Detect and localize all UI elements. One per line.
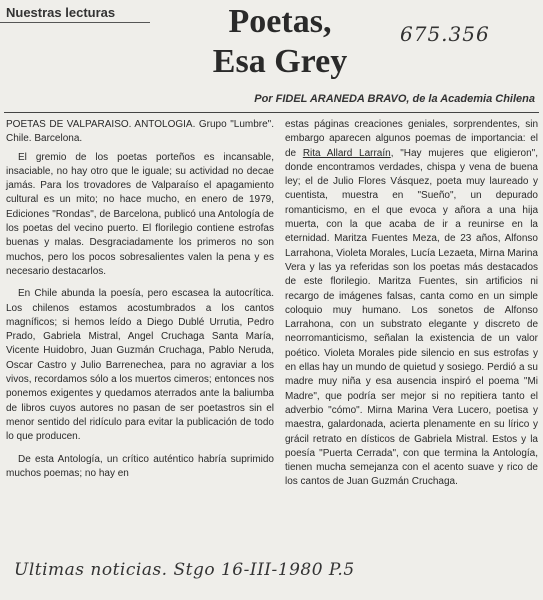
section-heading: Nuestras lecturas [6, 5, 116, 20]
title-line-2: Esa Grey [212, 43, 348, 80]
paragraph: De esta Antología, un crítico auténtico habría suprimido muchos poemas; no hay en [6, 453, 274, 479]
article-title [195, 2, 365, 82]
book-reference: POETAS DE VALPARAISO. ANTOLOGIA. Grupo "Lumbre". Chile. Barcelona. [6, 119, 274, 145]
left-column [6, 118, 274, 489]
paragraph: En Chile abunda la poesía, pero escasea la autocrítica. Los chilenos estamos acostumbrados a los cantos magníficos; si hemos leído a Diego Dublé Urrutia, Pedro Prado, Gabriela Mistral, Angel Cruchaga Santa María, Vicente Huidobro, Juan Guzmán Cruchaga, Pablo Neruda, Oscar Castro y Julio Barrenechea, para no agraviar a los vivos, recordamos sólo a los muertos cimeros; entonces nos ponemos exigentes y quedamos aterrados ante la baliumba de libros cuyos autores no pasan de ser poetastros sin el menor sentido del ridículo para evitar la publicación de todo lo que producen. [6, 288, 274, 443]
handwritten-source-note: Ultimas noticias. Stgo 16-III-1980 P.5 [14, 560, 355, 580]
underlined-name: Rita Allard Larraín [302, 147, 391, 159]
byline: Por FIDEL ARANEDA BRAVO, de la Academia Chilena [254, 93, 535, 105]
header-rule [4, 112, 539, 113]
section-rule [0, 22, 150, 23]
paragraph-text: , "Hay mujeres que eligieron", donde encontramos verdades, chispa y vena de buena ley; el de Julio Flores Vásquez, poeta muy laureado y cuentista, muestra en "Sueño", un depurado romanticismo, en el que evoca y añora a una hija muerta, con la que acaba de ir a reunirse en la eternidad. Maritza Fuentes Meza, de 23 años, Alfonso Larrahona, Violeta Morales, Lucía Lezaeta, Mirna Marina Vera y las ya referidas son los poetas más destacados de este florilegio. Maritza Fuentes, sin artificios ni recargo de imágenes falsas, canta como en un simple coloquio muy humano. Los sonetos de Alfonso Larrahona, con un substrato elegante y discreto de neorromanticismo, señalan la existencia de un valor poético. Violeta Morales pide silencio en sus estrofas y en ellas hay un mundo de quietud y sosiego. Perdió a su madre muy niña y esa ausencia inspiró el poema "Mi Madre", que podría ser mejor si no repitiera tanto el adverbio "cómo". Mirna Marina Vera Lucero, poetisa y maestra, galardonada, acierta plenamente en su lírico y grácil retrato en dísticos de Gabriela Mistral. Estos y la poesía "Puerta Cerrada", con que termina la Antología, tienen mucha semejanza con el acento suave y rico de los cantos de Juan Guzmán Cruchaga. [285, 147, 539, 488]
right-column [285, 118, 538, 498]
paragraph [285, 118, 538, 490]
title-line-1: Poetas, [228, 3, 332, 40]
paragraph: El gremio de los poetas porteños es incansable, insaciable, no hay otro que le iguale; su actividad no decae jamás. Para los trovadores de Valparaíso el apagamiento cultural es un mito; no hace mucho, en enero de 1979, Ediciones "Rondas", de Barcelona, publicó una Antología de los poetas del vecino puerto. El florilegio contiene estrofas buenas y malas. Desgraciadamente los primeros no son muchos, pero los pocos sobresalientes valen la pena y es necesario destacarlos. [6, 151, 274, 277]
handwritten-catalog-number: 675.356 [400, 22, 490, 46]
paragraph-text: estas páginas creaciones geniales, sorprendentes, sin embargo aparecen algunos poemas de importancia: el de [285, 119, 538, 159]
